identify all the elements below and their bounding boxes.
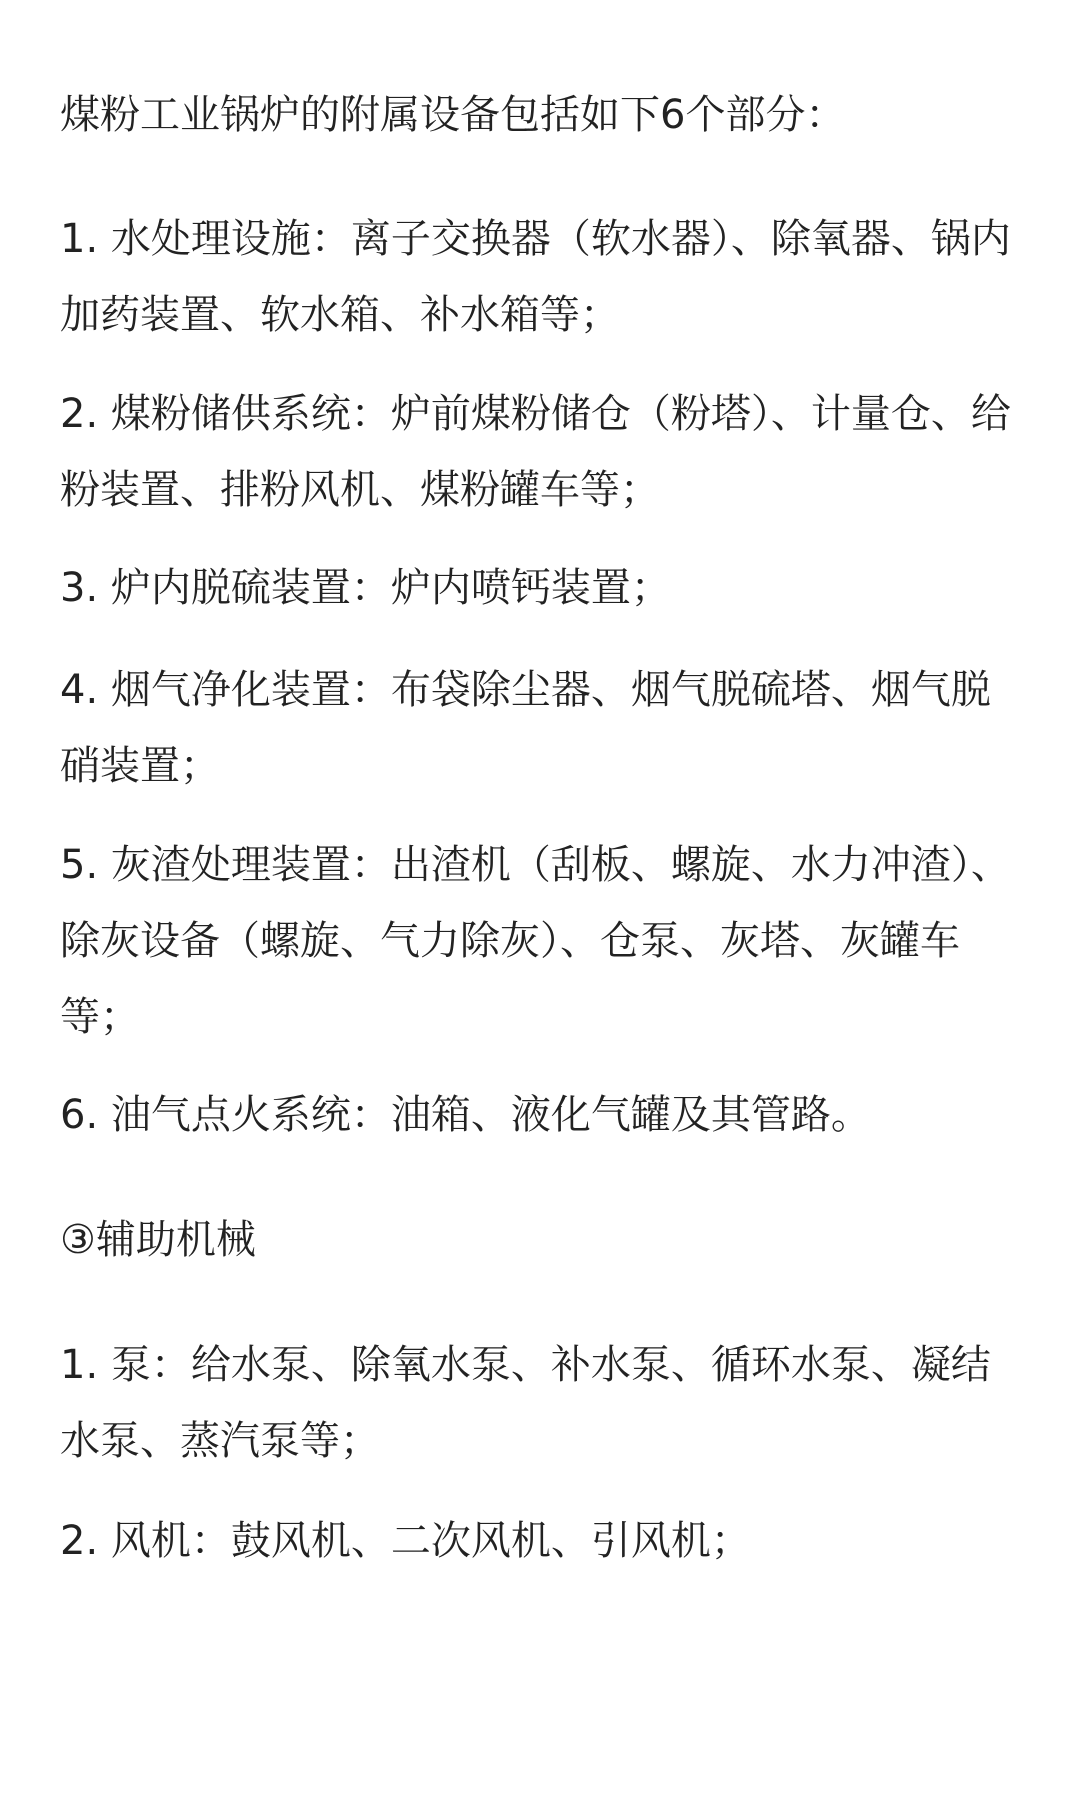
list-item: 1. 泵：给水泵、除氧水泵、补水泵、循环水泵、凝结水泵、蒸汽泵等；: [60, 1342, 991, 1464]
list-item: 4. 烟气净化装置：布袋除尘器、烟气脱硫塔、烟气脱硝装置；: [60, 667, 991, 789]
list-item: 5. 灰渣处理装置：出渣机（刮板、螺旋、水力冲渣）、除灰设备（螺旋、气力除灰）、仓泵、灰塔、灰罐车等；: [60, 842, 1011, 1040]
list-item: 1. 水处理设施：离子交换器（软水器）、除氧器、锅内加药装置、软水箱、补水箱等；: [60, 216, 1011, 338]
list-item: 2. 风机：鼓风机、二次风机、引风机；: [60, 1518, 751, 1564]
section-heading: ③辅助机械: [60, 1217, 256, 1263]
intro-paragraph: 煤粉工业锅炉的附属设备包括如下6个部分：: [60, 92, 846, 138]
list-item: 3. 炉内脱硫装置：炉内喷钙装置；: [60, 565, 671, 611]
list-item: 2. 煤粉储供系统：炉前煤粉储仓（粉塔）、计量仓、给粉装置、排粉风机、煤粉罐车等；: [60, 391, 1011, 513]
list-item: 6. 油气点火系统：油箱、液化气罐及其管路。: [60, 1092, 871, 1138]
